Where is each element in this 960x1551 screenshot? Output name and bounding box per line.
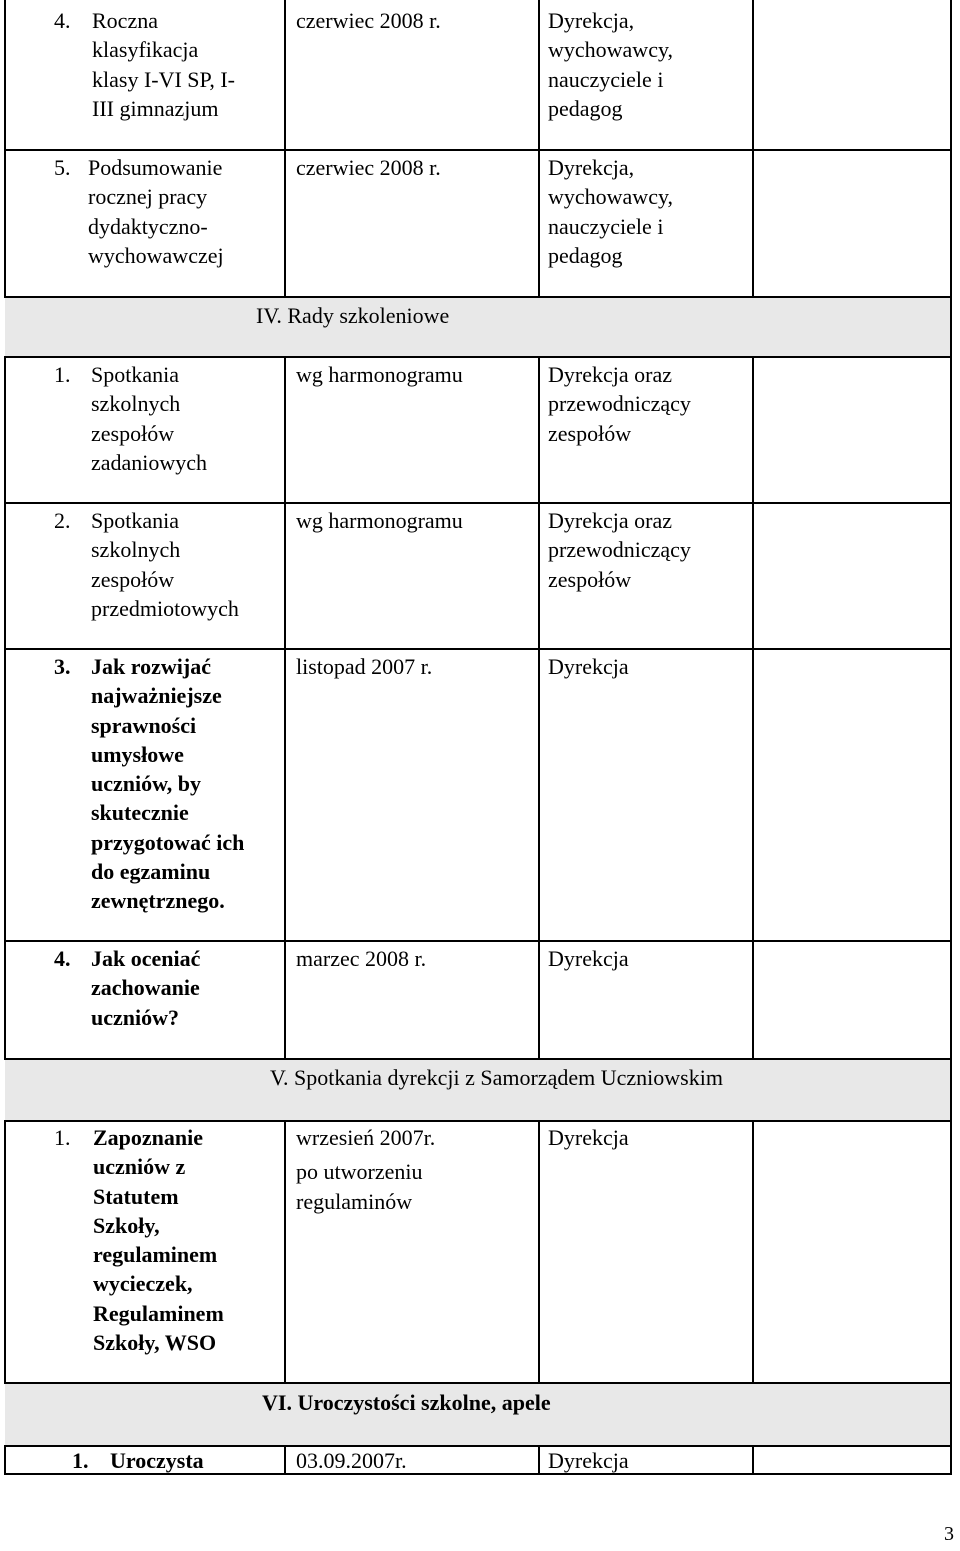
rule bbox=[4, 296, 952, 298]
item-number: 5. bbox=[54, 155, 71, 180]
task-line: wycieczek, bbox=[93, 1271, 193, 1297]
rule bbox=[4, 149, 952, 151]
task-line: Szkoły, WSO bbox=[93, 1330, 217, 1356]
task-line: Zapoznanie bbox=[93, 1125, 204, 1150]
date-cell bbox=[296, 506, 536, 535]
rule bbox=[752, 1445, 754, 1475]
responsible-line: Dyrekcja oraz bbox=[548, 508, 672, 533]
responsible-line: pedagog bbox=[548, 242, 623, 268]
task-line: uczniów, by bbox=[91, 771, 202, 797]
item-number: 4. bbox=[54, 946, 71, 971]
responsible-line: Dyrekcja bbox=[548, 1125, 629, 1150]
date-line: wg harmonogramu bbox=[296, 508, 463, 533]
task-line: Uroczysta bbox=[110, 1448, 204, 1473]
responsible-cell bbox=[548, 1446, 748, 1475]
responsible-line: wychowawcy, bbox=[548, 37, 674, 63]
task-line: zadaniowych bbox=[91, 449, 208, 475]
responsible-line: nauczyciele i bbox=[548, 213, 664, 239]
rule bbox=[4, 1120, 952, 1122]
task-line: zespołów bbox=[91, 566, 175, 592]
rule bbox=[752, 356, 754, 1059]
rule bbox=[538, 1445, 540, 1475]
task-cell bbox=[54, 652, 284, 916]
date-line: czerwiec 2008 r. bbox=[296, 8, 441, 33]
date-line: czerwiec 2008 r. bbox=[296, 155, 441, 180]
item-number: 4. bbox=[54, 8, 71, 33]
task-line: klasyfikacja bbox=[92, 37, 199, 63]
responsible-cell bbox=[548, 6, 748, 123]
responsible-line: Dyrekcja bbox=[548, 946, 629, 971]
task-line: uczniów? bbox=[91, 1004, 179, 1030]
responsible-cell bbox=[548, 360, 748, 448]
task-line: uczniów z bbox=[93, 1154, 186, 1180]
rule bbox=[4, 1058, 952, 1060]
responsible-line: Dyrekcja bbox=[548, 654, 629, 679]
responsible-line: przewodniczący bbox=[548, 391, 691, 417]
task-cell bbox=[72, 1446, 284, 1475]
rule bbox=[538, 356, 540, 1059]
task-line: przedmiotowych bbox=[91, 595, 239, 621]
date-line: regulaminów bbox=[296, 1188, 413, 1214]
task-line: Szkoły, bbox=[93, 1212, 160, 1238]
responsible-line: zespołów bbox=[548, 420, 632, 446]
section-band-iv bbox=[5, 297, 950, 356]
responsible-line: pedagog bbox=[548, 95, 623, 121]
rule bbox=[4, 1382, 952, 1384]
task-line: umysłowe bbox=[91, 741, 184, 767]
task-line: III gimnazjum bbox=[92, 95, 219, 121]
rule bbox=[4, 1120, 6, 1383]
task-line: Statutem bbox=[93, 1183, 179, 1209]
task-line: dydaktyczno- bbox=[88, 213, 208, 239]
task-line: Spotkania bbox=[91, 362, 179, 387]
rule bbox=[538, 0, 540, 297]
task-line: Regulaminem bbox=[93, 1300, 224, 1326]
date-cell bbox=[296, 652, 536, 681]
rule bbox=[4, 356, 952, 358]
date-line: 03.09.2007r. bbox=[296, 1448, 407, 1473]
rule bbox=[284, 1120, 286, 1383]
task-line: szkolnych bbox=[91, 391, 181, 417]
task-line: regulaminem bbox=[93, 1242, 218, 1268]
task-line: Spotkania bbox=[91, 508, 179, 533]
rule bbox=[4, 356, 6, 1059]
task-line: Jak oceniać bbox=[91, 946, 201, 971]
task-line: klasy I-VI SP, I- bbox=[92, 66, 235, 92]
responsible-cell bbox=[548, 944, 748, 973]
responsible-line: nauczyciele i bbox=[548, 66, 664, 92]
responsible-line: przewodniczący bbox=[548, 537, 691, 563]
task-line: zachowanie bbox=[91, 975, 200, 1001]
responsible-cell bbox=[548, 1123, 748, 1152]
date-cell bbox=[296, 1446, 536, 1475]
section-header-v: V. Spotkania dyrekcji z Samorządem Uczniowskim bbox=[270, 1065, 723, 1090]
rule bbox=[284, 356, 286, 1059]
task-cell bbox=[54, 506, 284, 623]
task-line: sprawności bbox=[91, 712, 197, 738]
rule bbox=[4, 1445, 6, 1475]
date-line: marzec 2008 r. bbox=[296, 946, 427, 971]
date-cell bbox=[296, 360, 536, 389]
section-header-vi: VI. Uroczystości szkolne, apele bbox=[262, 1390, 551, 1415]
rule bbox=[284, 1445, 286, 1475]
task-line: wychowawczej bbox=[88, 242, 224, 268]
task-line: skutecznie bbox=[91, 800, 189, 826]
date-cell bbox=[296, 153, 536, 182]
task-line: zewnętrznego. bbox=[91, 888, 225, 914]
task-line: rocznej pracy bbox=[88, 184, 208, 210]
date-cell bbox=[296, 1123, 536, 1216]
task-cell bbox=[54, 360, 284, 477]
rule bbox=[4, 502, 952, 504]
page-number: 3 bbox=[944, 1523, 954, 1545]
rule bbox=[752, 1120, 754, 1383]
rule bbox=[4, 648, 952, 650]
responsible-line: zespołów bbox=[548, 566, 632, 592]
rule bbox=[950, 0, 952, 1475]
responsible-line: Dyrekcja, bbox=[548, 8, 635, 33]
date-line: wg harmonogramu bbox=[296, 362, 463, 387]
date-cell bbox=[296, 944, 536, 973]
responsible-line: Dyrekcja oraz bbox=[548, 362, 672, 387]
task-line: do egzaminu bbox=[91, 859, 211, 885]
responsible-line: Dyrekcja bbox=[548, 1448, 629, 1473]
responsible-line: Dyrekcja, bbox=[548, 155, 635, 180]
date-cell bbox=[296, 6, 536, 35]
task-cell bbox=[54, 1123, 284, 1357]
date-line: listopad 2007 r. bbox=[296, 654, 433, 679]
rule bbox=[284, 0, 286, 297]
responsible-cell bbox=[548, 153, 748, 270]
task-cell bbox=[54, 944, 284, 1032]
task-line: przygotować ich bbox=[91, 829, 245, 855]
responsible-line: wychowawcy, bbox=[548, 184, 674, 210]
rule bbox=[4, 940, 952, 942]
task-line: Roczna bbox=[92, 8, 158, 33]
responsible-cell bbox=[548, 506, 748, 594]
task-cell bbox=[54, 153, 284, 270]
task-line: najważniejsze bbox=[91, 683, 222, 709]
rule bbox=[4, 0, 6, 297]
date-line: po utworzeniu bbox=[296, 1159, 423, 1185]
item-number: 1. bbox=[54, 1125, 71, 1150]
task-line: Jak rozwijać bbox=[91, 654, 211, 679]
rule bbox=[538, 1120, 540, 1383]
date-line: wrzesień 2007r. bbox=[296, 1125, 436, 1150]
item-number: 3. bbox=[54, 654, 71, 679]
section-header-iv: IV. Rady szkoleniowe bbox=[256, 303, 450, 328]
task-line: szkolnych bbox=[91, 537, 181, 563]
task-cell bbox=[54, 6, 284, 123]
item-number: 2. bbox=[54, 508, 71, 533]
task-line: Podsumowanie bbox=[88, 155, 223, 180]
item-number: 1. bbox=[72, 1448, 89, 1473]
task-line: zespołów bbox=[91, 420, 175, 446]
item-number: 1. bbox=[54, 362, 71, 387]
responsible-cell bbox=[548, 652, 748, 681]
rule bbox=[752, 0, 754, 297]
